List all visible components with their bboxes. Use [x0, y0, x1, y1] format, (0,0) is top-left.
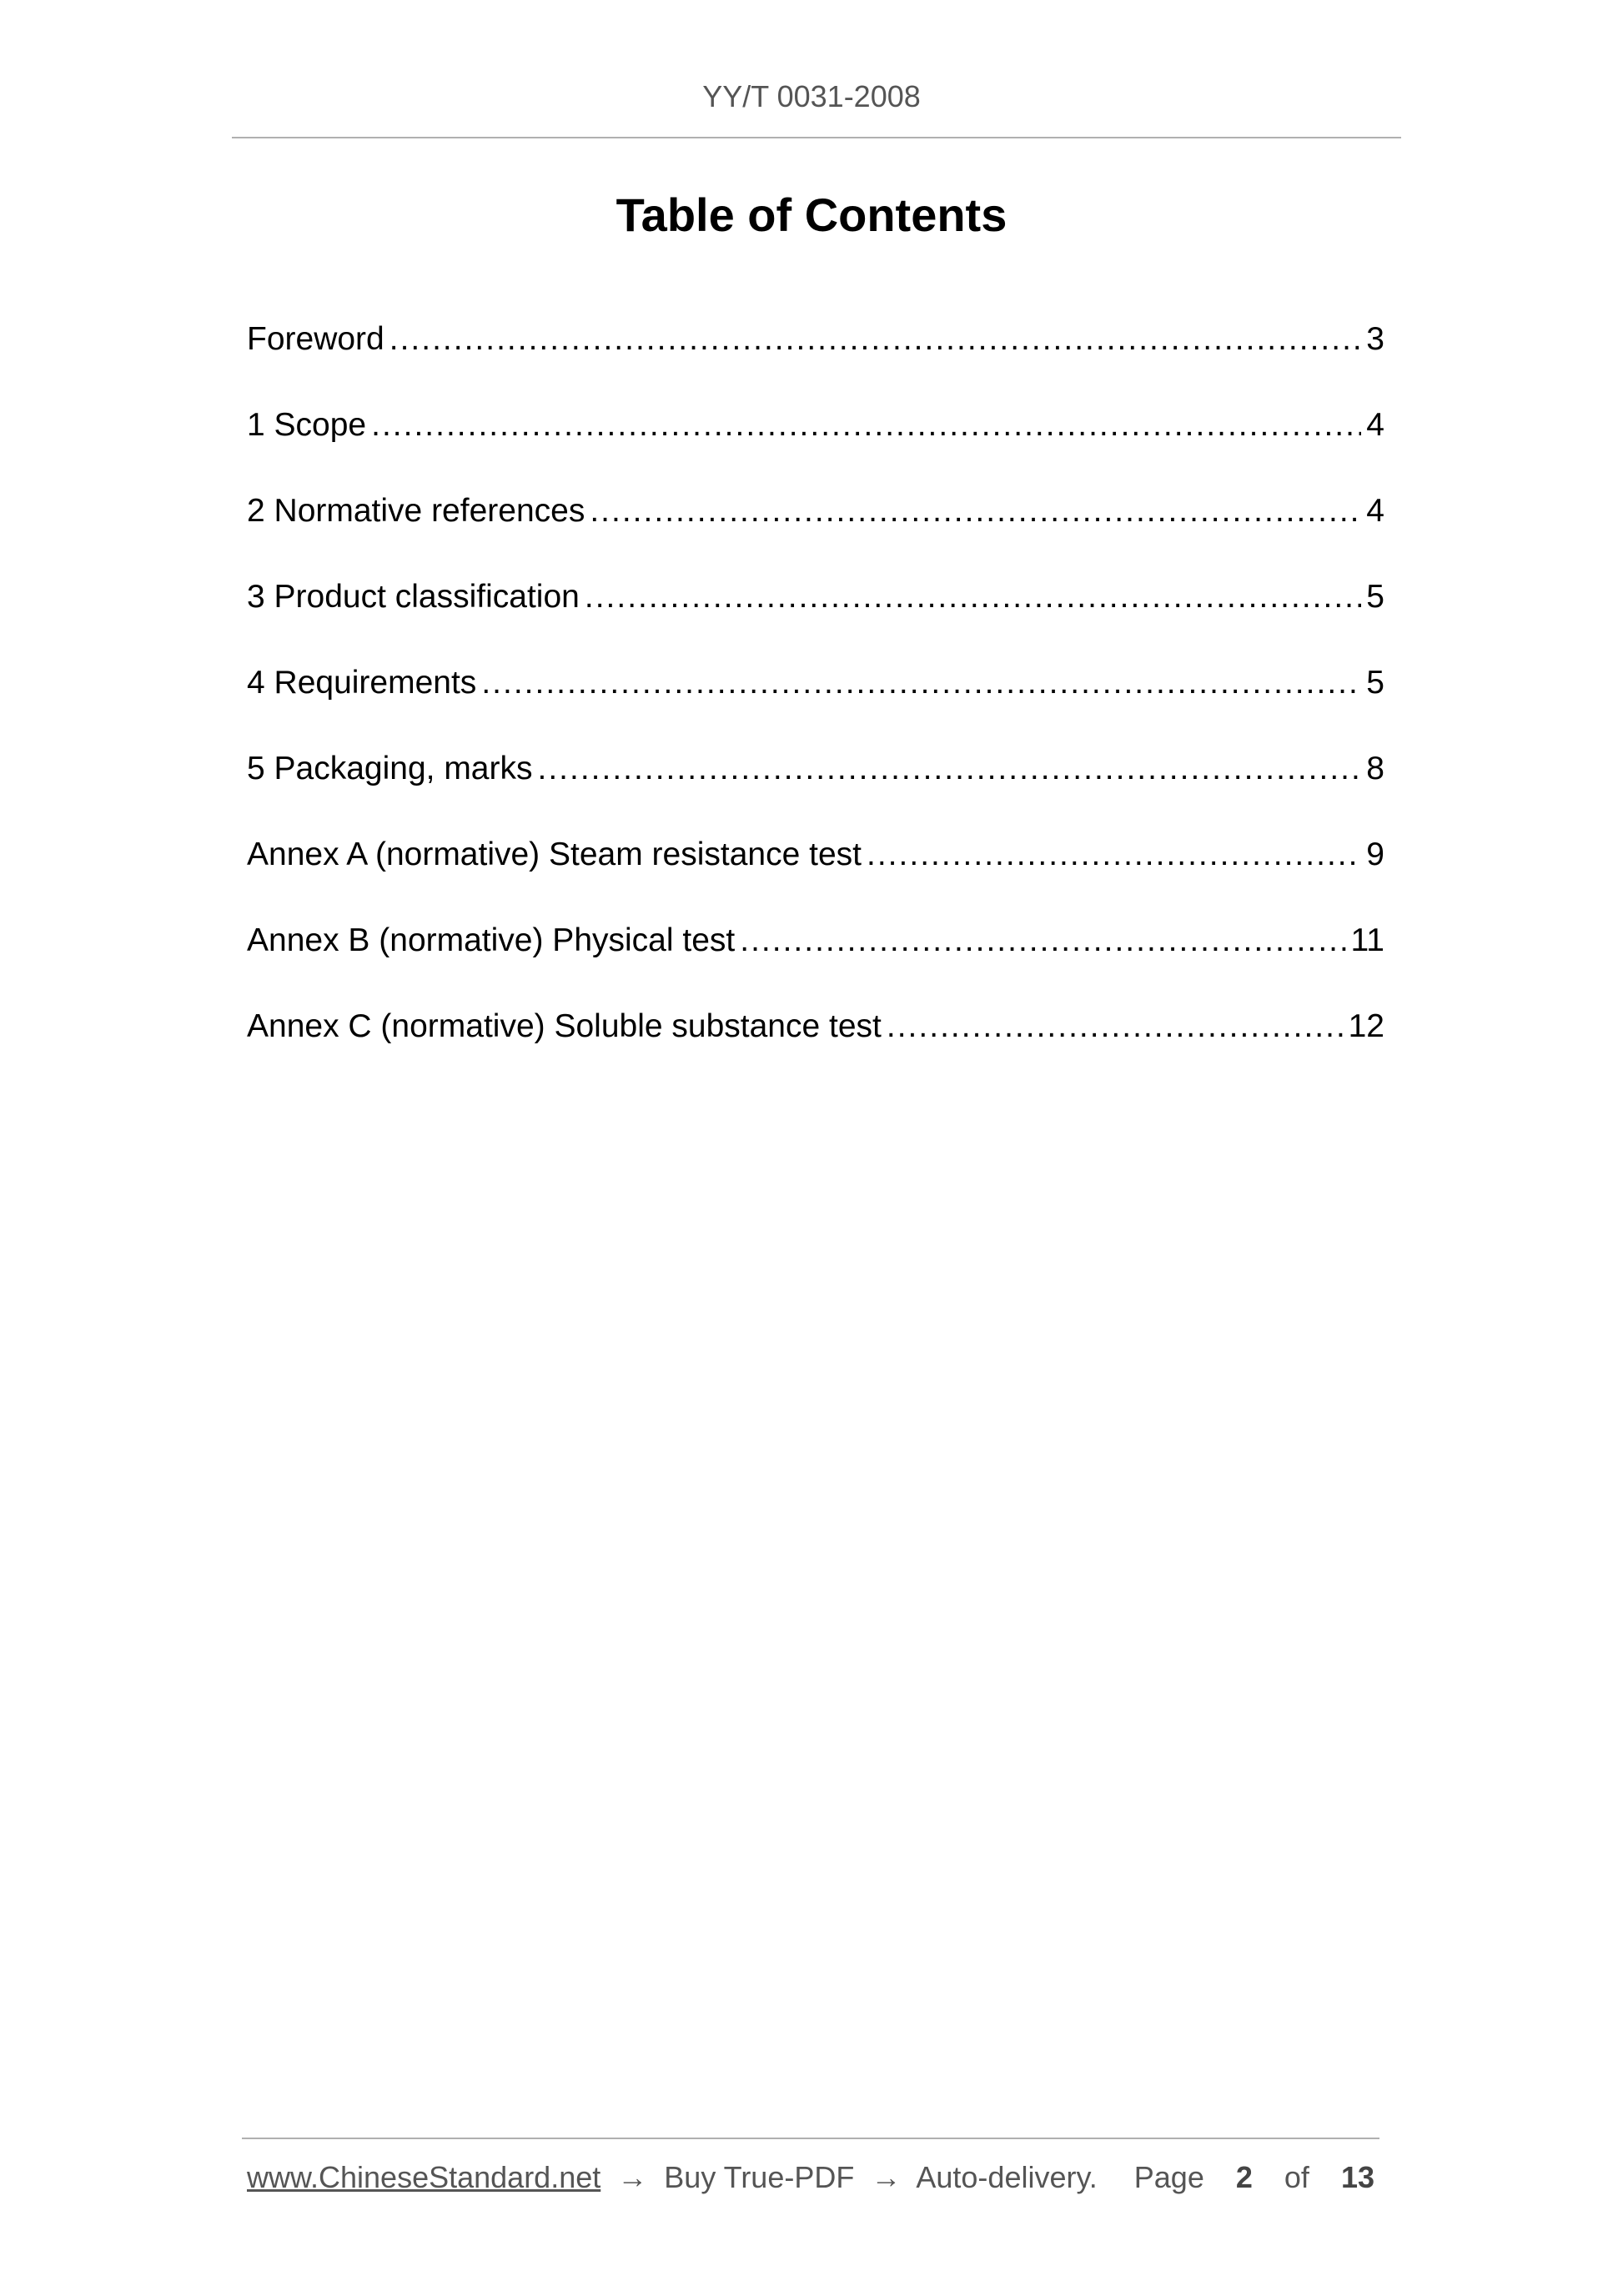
dot-leader — [585, 579, 1361, 615]
toc-entry-label: 1 Scope — [247, 407, 367, 443]
page-current: 2 — [1235, 2160, 1253, 2194]
page-word: Page — [1133, 2160, 1204, 2194]
toc-entry-page: 8 — [1366, 751, 1384, 786]
toc-entry-page: 4 — [1366, 493, 1384, 529]
dot-leader — [389, 321, 1362, 358]
document-code-header: YY/T 0031-2008 — [702, 79, 921, 113]
toc-entry-label: Annex B (normative) Physical test — [247, 922, 736, 958]
page-footer — [247, 2160, 1374, 2195]
dot-leader — [740, 922, 1345, 959]
toc-entry-label: Annex C (normative) Soluble substance test — [247, 1008, 882, 1044]
header-divider — [232, 137, 1401, 138]
dot-leader — [887, 1008, 1344, 1045]
toc-entry-page: 9 — [1366, 837, 1384, 872]
toc-entry-page: 3 — [1366, 321, 1384, 357]
toc-entry-foreword[interactable] — [247, 321, 1384, 407]
dot-leader — [481, 665, 1361, 701]
footer-divider — [242, 2138, 1379, 2139]
toc-entry-product-classification[interactable] — [247, 579, 1384, 665]
auto-delivery-text: Auto-delivery. — [916, 2160, 1098, 2194]
dot-leader — [867, 837, 1361, 873]
toc-entry-normative-references[interactable] — [247, 493, 1384, 579]
arrow-right-icon: → — [617, 2160, 648, 2194]
site-link[interactable]: www.ChineseStandard.net — [247, 2160, 601, 2194]
dot-leader — [371, 407, 1361, 444]
page-title: Table of Contents — [616, 188, 1007, 241]
toc-entry-annex-b[interactable] — [247, 922, 1384, 1008]
dot-leader — [590, 493, 1361, 530]
page-indicator — [1134, 2160, 1374, 2195]
dot-leader — [538, 751, 1362, 787]
toc-entry-label: 2 Normative references — [247, 493, 585, 529]
toc-entry-page: 12 — [1348, 1008, 1384, 1044]
page-of: of — [1284, 2160, 1309, 2194]
arrow-right-icon: → — [871, 2160, 902, 2194]
toc-entry-label: 4 Requirements — [247, 665, 477, 701]
toc-entry-requirements[interactable] — [247, 665, 1384, 751]
buy-pdf-text: Buy True-PDF — [664, 2160, 855, 2194]
toc-entry-label: Annex A (normative) Steam resistance test — [247, 837, 862, 872]
toc-entry-packaging-marks[interactable] — [247, 751, 1384, 837]
toc-entry-page: 11 — [1350, 922, 1384, 958]
footer-promo — [247, 2160, 1098, 2195]
toc-entry-label: 3 Product classification — [247, 579, 580, 615]
toc-entry-label: 5 Packaging, marks — [247, 751, 533, 786]
toc-list — [247, 321, 1384, 1094]
toc-entry-label: Foreword — [247, 321, 384, 357]
toc-entry-annex-a[interactable] — [247, 837, 1384, 922]
toc-entry-page: 5 — [1366, 665, 1384, 701]
page-total: 13 — [1340, 2160, 1374, 2194]
toc-entry-page: 4 — [1366, 407, 1384, 443]
toc-entry-scope[interactable] — [247, 407, 1384, 493]
toc-entry-annex-c[interactable] — [247, 1008, 1384, 1094]
toc-entry-page: 5 — [1366, 579, 1384, 615]
